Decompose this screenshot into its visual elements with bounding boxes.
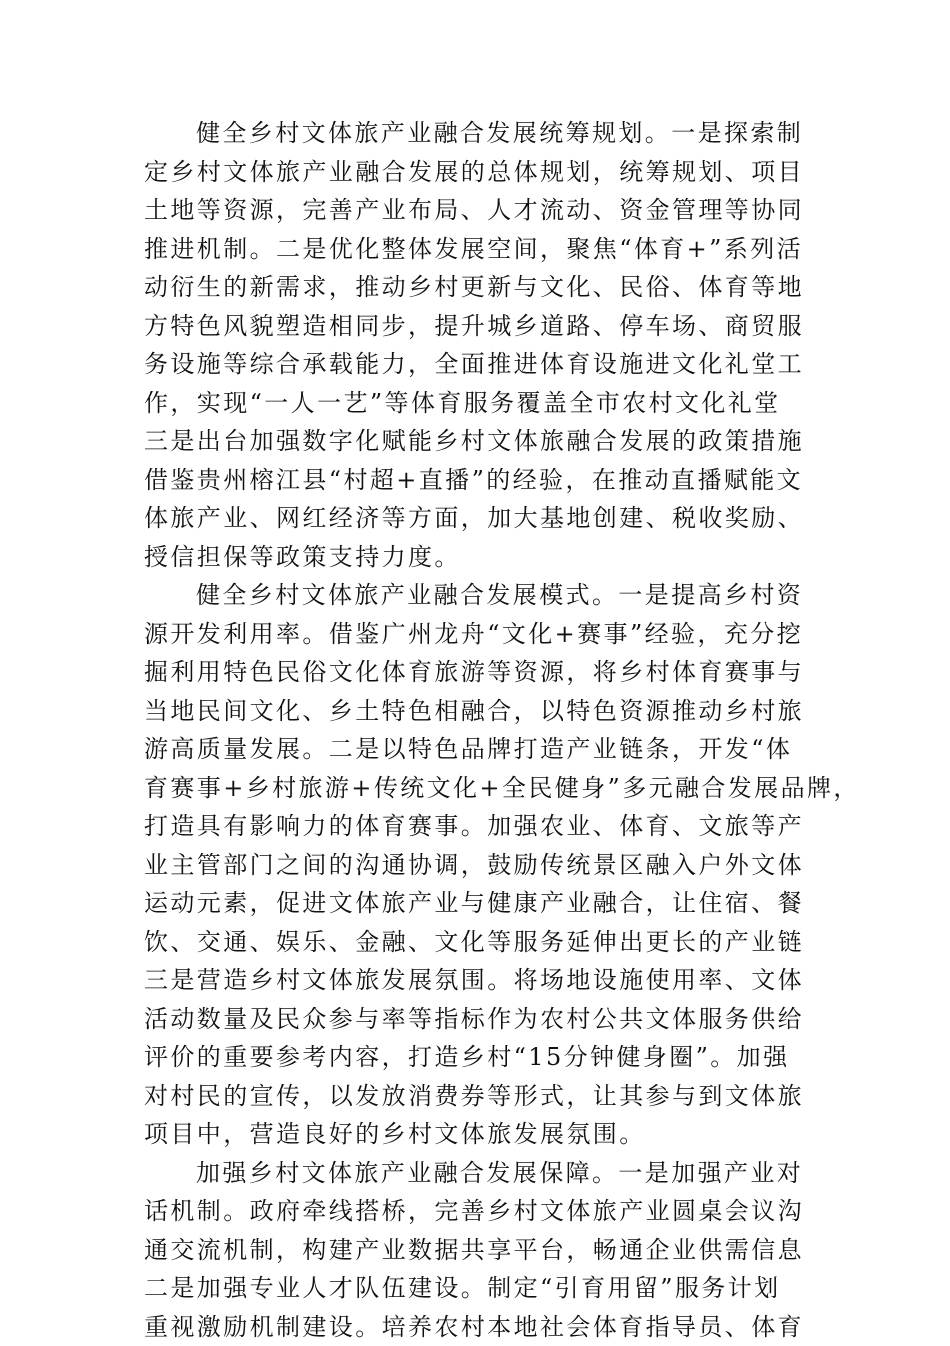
- text-line: 话机制。政府牵线搭桥，完善乡村文体旅产业圆桌会议沟: [144, 1192, 814, 1231]
- paragraph: [144, 1154, 814, 1346]
- text-line: 打造具有影响力的体育赛事。加强农业、体育、文旅等产: [144, 807, 814, 846]
- text-line: 二是加强专业人才队伍建设。制定“引育用留”服务计划: [144, 1269, 814, 1308]
- text-line: 三是出台加强数字化赋能乡村文体旅融合发展的政策措施: [144, 422, 814, 461]
- paragraph: [144, 114, 814, 576]
- text-line: 健全乡村文体旅产业融合发展统筹规划。一是探索制: [144, 114, 814, 153]
- text-line: 育赛事+乡村旅游+传统文化+全民健身”多元融合发展品牌，: [144, 769, 814, 808]
- text-line: 饮、交通、娱乐、金融、文化等服务延伸出更长的产业链: [144, 923, 814, 962]
- text-line: 活动数量及民众参与率等指标作为农村公共文体服务供给: [144, 1000, 814, 1039]
- text-line: 三是营造乡村文体旅发展氛围。将场地设施使用率、文体: [144, 961, 814, 1000]
- paragraph: [144, 576, 814, 1154]
- text-line: 当地民间文化、乡土特色相融合，以特色资源推动乡村旅: [144, 692, 814, 731]
- text-line: 掘利用特色民俗文化体育旅游等资源，将乡村体育赛事与: [144, 653, 814, 692]
- text-line: 重视激励机制建设。培养农村本地社会体育指导员、体育: [144, 1308, 814, 1346]
- text-line: 通交流机制，构建产业数据共享平台，畅通企业供需信息: [144, 1231, 814, 1270]
- text-line: 土地等资源，完善产业布局、人才流动、资金管理等协同: [144, 191, 814, 230]
- text-line: 加强乡村文体旅产业融合发展保障。一是加强产业对: [144, 1154, 814, 1193]
- text-line: 游高质量发展。二是以特色品牌打造产业链条，开发“体: [144, 730, 814, 769]
- text-line: 体旅产业、网红经济等方面，加大基地创建、税收奖励、: [144, 499, 814, 538]
- text-line: 动衍生的新需求，推动乡村更新与文化、民俗、体育等地: [144, 268, 814, 307]
- text-line: 作，实现“一人一艺”等体育服务覆盖全市农村文化礼堂: [144, 384, 814, 423]
- text-line: 定乡村文体旅产业融合发展的总体规划，统筹规划、项目: [144, 153, 814, 192]
- text-line: 项目中，营造良好的乡村文体旅发展氛围。: [144, 1115, 814, 1154]
- text-line: 源开发利用率。借鉴广州龙舟“文化+赛事”经验，充分挖: [144, 615, 814, 654]
- text-line: 借鉴贵州榕江县“村超+直播”的经验，在推动直播赋能文: [144, 461, 814, 500]
- text-line: 方特色风貌塑造相同步，提升城乡道路、停车场、商贸服: [144, 307, 814, 346]
- text-line: 运动元素，促进文体旅产业与健康产业融合，让住宿、餐: [144, 884, 814, 923]
- text-line: 授信担保等政策支持力度。: [144, 538, 814, 577]
- text-line: 对村民的宣传，以发放消费券等形式，让其参与到文体旅: [144, 1077, 814, 1116]
- text-line: 评价的重要参考内容，打造乡村“15分钟健身圈”。加强: [144, 1038, 814, 1077]
- document-body: [144, 114, 814, 1346]
- text-line: 务设施等综合承载能力，全面推进体育设施进文化礼堂工: [144, 345, 814, 384]
- text-line: 健全乡村文体旅产业融合发展模式。一是提高乡村资: [144, 576, 814, 615]
- text-line: 推进机制。二是优化整体发展空间，聚焦“体育+”系列活: [144, 230, 814, 269]
- text-line: 业主管部门之间的沟通协调，鼓励传统景区融入户外文体: [144, 846, 814, 885]
